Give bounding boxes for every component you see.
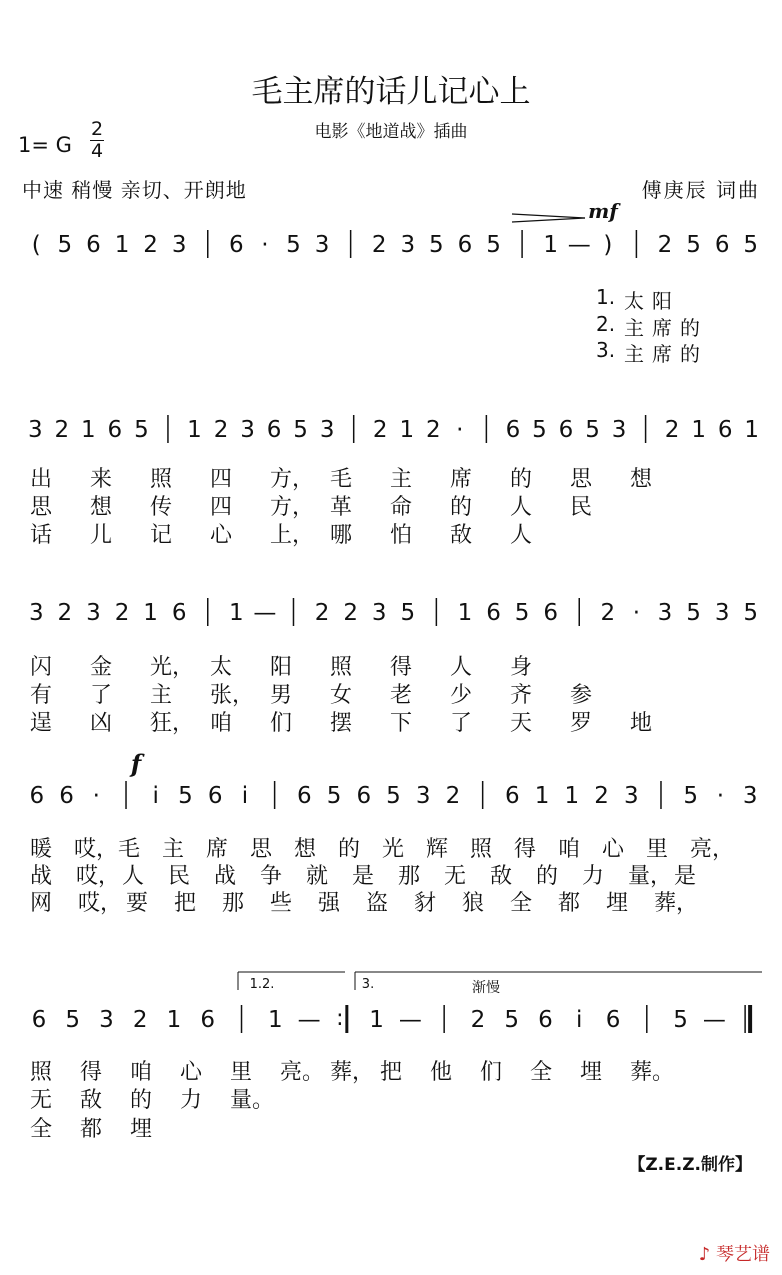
note: 1 <box>166 1007 182 1033</box>
note: 2 <box>213 417 229 443</box>
lyric-word: 狂， <box>150 711 195 736</box>
lyric-word: 思 <box>570 467 593 492</box>
lyric-word: 3. <box>596 338 616 362</box>
note: · <box>261 232 269 258</box>
lyric-word: 量。 <box>230 1088 275 1113</box>
note: — <box>398 1007 422 1033</box>
note: 3 <box>371 600 387 626</box>
lyric-word: 们 <box>270 711 293 736</box>
lyric-word: 主 <box>624 316 644 340</box>
note: · <box>92 783 100 809</box>
note: — <box>253 600 277 626</box>
lyric-word: 哎， <box>78 891 123 916</box>
lyric-word: 些 <box>270 891 293 916</box>
lyric-word: 席 <box>206 837 229 862</box>
lyric-word: 葬， <box>654 891 699 916</box>
lyric-word: 的 <box>510 467 533 492</box>
lyric-word: 光 <box>382 837 405 862</box>
note: 5 <box>386 783 401 809</box>
note: 1 <box>534 783 550 809</box>
lyric-word: 了 <box>450 711 473 736</box>
note: 2 <box>114 600 130 626</box>
note: 6 <box>31 1007 47 1033</box>
note: 3 <box>714 600 730 626</box>
lyric-word: 是 <box>352 864 375 889</box>
lyric-word: 怕 <box>390 523 413 548</box>
lyric-word: 照 <box>30 1060 53 1085</box>
lyric-word: 战 <box>30 864 53 889</box>
lyric-word: 下 <box>390 711 413 736</box>
note: i <box>152 783 159 809</box>
note: 2 <box>143 232 158 258</box>
note: 1 <box>564 783 580 809</box>
note: 2 <box>343 600 358 626</box>
note: 6 <box>266 417 282 443</box>
dynamic-mf: mf <box>588 199 618 223</box>
lyric-word: 他 <box>430 1060 453 1085</box>
note: 3 <box>240 417 255 443</box>
lyric-word: 记 <box>150 523 173 548</box>
lyric-word: 埋 <box>130 1117 153 1142</box>
note: ) <box>603 232 613 258</box>
lyric-word: 席 <box>652 342 672 366</box>
lyric-word: 埋 <box>580 1060 603 1085</box>
note: 5 <box>400 600 416 626</box>
lyric-word: 张， <box>210 683 255 708</box>
note: · <box>456 417 464 443</box>
note: 6 <box>505 783 520 809</box>
note: 1 <box>187 417 202 443</box>
lyric-word: 里 <box>646 837 669 862</box>
lyric-word: 罗 <box>570 711 593 736</box>
note: 2 <box>371 232 387 258</box>
lyric-word: 敌 <box>450 523 473 548</box>
lyric-word: 的 <box>130 1088 153 1113</box>
lyric-word: 的 <box>680 316 700 340</box>
lyric-word: 都 <box>80 1117 103 1142</box>
note: 6 <box>297 783 312 809</box>
lyric-word: 地 <box>630 711 653 736</box>
time-signature-top: 2 <box>90 118 104 140</box>
note: 5 <box>504 1007 520 1033</box>
note: 1 <box>143 600 158 626</box>
note: 1 <box>543 232 558 258</box>
lyric-word: 主 <box>624 342 644 366</box>
note: 5 <box>57 232 73 258</box>
note: 3 <box>171 232 187 258</box>
lyric-word: 是 <box>674 864 697 889</box>
note: 6 <box>29 783 45 809</box>
note: 5 <box>686 600 701 626</box>
note: 5 <box>326 783 342 809</box>
lyric-word: 方， <box>270 495 315 520</box>
lyric-word: 四 <box>210 495 233 520</box>
page-title: 毛主席的话儿记心上 <box>251 74 531 110</box>
note: 5 <box>134 417 149 443</box>
lyric-word: 想 <box>90 495 113 520</box>
note: 3 <box>400 232 416 258</box>
lyric-word: 把 <box>174 891 197 916</box>
note: 3 <box>314 232 330 258</box>
lyric-word: 埋 <box>606 891 629 916</box>
lyric-word: 逞 <box>30 711 53 736</box>
lyric-word: 得 <box>514 837 537 862</box>
lyric-word: 亮， <box>690 837 735 862</box>
author-credit: 傅庚辰 词曲 <box>641 178 760 202</box>
lyric-word: 的 <box>450 495 473 520</box>
lyric-word: 心 <box>210 523 233 548</box>
note: 5 <box>514 600 530 626</box>
ending-label-2: 3. <box>361 977 375 992</box>
note: 6 <box>714 232 730 258</box>
lyric-word: 想 <box>630 467 653 492</box>
lyric-word: 敌 <box>80 1088 103 1113</box>
note: i <box>241 783 249 809</box>
lyric-word: 量， <box>628 864 673 889</box>
lyric-word: 葬。 <box>630 1060 675 1085</box>
lyric-word: 方， <box>270 467 315 492</box>
note: 3 <box>657 600 673 626</box>
note: 6 <box>356 783 372 809</box>
tempo-change: 渐慢 <box>472 980 500 996</box>
lyric-word: 照 <box>470 837 493 862</box>
lyric-word: 席 <box>450 467 473 492</box>
logo-text: 琴艺谱 <box>716 1244 770 1265</box>
lyric-word: 全 <box>530 1060 553 1085</box>
lyric-word: 哎， <box>74 837 119 862</box>
site-logo <box>699 1240 770 1266</box>
lyric-word: 网 <box>30 891 53 916</box>
lyric-word: 想 <box>294 837 317 862</box>
note: 5 <box>686 232 701 258</box>
note: 2 <box>470 1007 486 1033</box>
note: — <box>567 232 591 258</box>
lyric-word: 无 <box>444 864 467 889</box>
lyric-word: 光， <box>150 655 195 680</box>
note: 2 <box>314 600 330 626</box>
lyric-word: 参 <box>570 683 593 708</box>
lyric-word: 全 <box>30 1117 53 1142</box>
lyric-word: 2. <box>596 312 616 336</box>
lyric-word: 儿 <box>90 523 113 548</box>
note: 3 <box>27 417 43 443</box>
lyric-word: 少 <box>450 683 473 708</box>
lyric-word: 思 <box>250 837 273 862</box>
note: 5 <box>429 232 444 258</box>
lyric-word: 得 <box>390 655 413 680</box>
lyric-word: 争 <box>260 864 283 889</box>
lyric-word: 太 <box>210 655 233 680</box>
note: 2 <box>664 417 680 443</box>
note: 3 <box>99 1007 114 1033</box>
note: 3 <box>415 783 431 809</box>
lyric-word: 男 <box>270 683 293 708</box>
lyric-word: 那 <box>398 864 421 889</box>
note: — <box>702 1007 726 1033</box>
note: 1 <box>114 232 130 258</box>
note: 2 <box>594 783 609 809</box>
lyric-word: 闪 <box>30 655 53 680</box>
note: 6 <box>59 783 74 809</box>
lyric-word: 咱 <box>130 1060 153 1085</box>
note: 6 <box>86 232 101 258</box>
lyric-word: 民 <box>570 495 593 520</box>
lyric-word: 民 <box>168 864 191 889</box>
lyric-word: 命 <box>390 495 413 520</box>
note: 3 <box>742 783 758 809</box>
lyric-word: 的 <box>680 342 700 366</box>
note: 6 <box>717 417 733 443</box>
ending-label-1: 1.2. <box>249 977 275 992</box>
lyric-word: 葬， <box>330 1060 375 1085</box>
watermark: 【Z.E.Z.制作】 <box>628 1155 752 1175</box>
lyric-word: 思 <box>30 495 53 520</box>
lyric-word: 心 <box>602 837 625 862</box>
lyric-word: 就 <box>306 864 329 889</box>
lyric-word: 战 <box>214 864 237 889</box>
note: 5 <box>65 1007 80 1033</box>
lyric-word: 主 <box>390 467 413 492</box>
note: 1 <box>267 1007 283 1033</box>
lyric-word: 摆 <box>330 711 353 736</box>
lyric-word: 主 <box>150 683 173 708</box>
note: 6 <box>107 417 123 443</box>
lyric-word: 把 <box>380 1060 403 1085</box>
lyric-word: 有 <box>30 683 53 708</box>
lyric-word: 1. <box>596 285 616 309</box>
note: 2 <box>132 1007 148 1033</box>
lyric-word: 咱 <box>210 711 233 736</box>
note: 5 <box>532 417 547 443</box>
note: 6 <box>200 1007 216 1033</box>
note: 5 <box>743 600 759 626</box>
note: 5 <box>673 1007 688 1033</box>
note: 6 <box>558 417 574 443</box>
lyric-word: 人 <box>122 864 145 889</box>
key-signature: 1= G <box>18 133 72 157</box>
note: 1 <box>457 600 473 626</box>
lyric-word: 毛 <box>118 837 141 862</box>
note: 6 <box>457 232 473 258</box>
lyric-word: 狼 <box>462 891 485 916</box>
lyric-word: 的 <box>338 837 361 862</box>
lyric-word: 照 <box>150 467 173 492</box>
note: 2 <box>600 600 616 626</box>
note: 2 <box>57 600 73 626</box>
lyric-word: 强 <box>318 891 341 916</box>
lyric-word: 来 <box>90 467 113 492</box>
lyric-word: 心 <box>180 1060 203 1085</box>
note: 1 <box>229 600 244 626</box>
lyric-word: 豺 <box>414 891 437 916</box>
lyric-word: 照 <box>330 655 353 680</box>
lyric-word: 那 <box>222 891 245 916</box>
lyric-word: 力 <box>180 1088 203 1113</box>
lyric-word: 里 <box>230 1060 253 1085</box>
lyric-word: 亮。 <box>280 1060 325 1085</box>
note: · <box>716 783 725 809</box>
lyric-word: 们 <box>480 1060 503 1085</box>
note: 5 <box>585 417 600 443</box>
note: 5 <box>683 783 699 809</box>
lyric-word: 人 <box>510 523 533 548</box>
note: 6 <box>171 600 187 626</box>
lyric-word: 哪 <box>330 523 353 548</box>
note: 2 <box>657 232 673 258</box>
lyric-word: 革 <box>330 495 353 520</box>
lyric-word: 席 <box>652 316 672 340</box>
note: 2 <box>54 417 70 443</box>
note: 1 <box>744 417 760 443</box>
lyric-word: 齐 <box>510 683 533 708</box>
note: 3 <box>623 783 639 809</box>
page-subtitle: 电影《地道战》插曲 <box>314 122 468 142</box>
note: 1 <box>369 1007 384 1033</box>
lyric-word: 暖 <box>30 837 53 862</box>
note: — <box>297 1007 321 1033</box>
logo-icon: ♪ <box>698 1244 711 1265</box>
note: 6 <box>207 783 223 809</box>
note: 3 <box>28 600 44 626</box>
note: 6 <box>538 1007 553 1033</box>
note: 6 <box>486 600 501 626</box>
crescendo-hairpin-top <box>512 214 585 218</box>
dynamic-f: f <box>130 749 142 778</box>
note: 1 <box>399 417 415 443</box>
lyric-word: 阳 <box>270 655 293 680</box>
note: 5 <box>178 783 193 809</box>
note: ( <box>31 232 41 258</box>
lyric-word: 身 <box>510 655 533 680</box>
note: 6 <box>543 600 558 626</box>
lyric-word: 力 <box>582 864 605 889</box>
lyric-word: 天 <box>510 711 533 736</box>
tempo-marking: 中速 稍慢 亲切、开朗地 <box>22 178 247 202</box>
lyric-word: 辉 <box>426 837 449 862</box>
lyric-word: 都 <box>558 891 581 916</box>
lyric-word: 话 <box>30 523 53 548</box>
time-signature-bottom: 4 <box>90 140 104 162</box>
note: 6 <box>505 417 521 443</box>
lyric-word: 上， <box>270 523 315 548</box>
note: 5 <box>293 417 308 443</box>
lyric-word: 咱 <box>558 837 581 862</box>
note: 5 <box>286 232 301 258</box>
note: 2 <box>425 417 441 443</box>
note: i <box>576 1007 583 1033</box>
lyric-word: 得 <box>80 1060 103 1085</box>
lyric-word: 的 <box>536 864 559 889</box>
lyric-word: 女 <box>330 683 353 708</box>
note: 3 <box>319 417 335 443</box>
lyric-word: 人 <box>450 655 473 680</box>
lyric-word: 金 <box>90 655 113 680</box>
lyric-word: 传 <box>150 495 173 520</box>
note: 6 <box>605 1007 621 1033</box>
lyric-word: 老 <box>390 683 413 708</box>
note: 3 <box>611 417 627 443</box>
lyric-word: 要 <box>126 891 149 916</box>
lyric-word: 四 <box>210 467 233 492</box>
note: 1 <box>691 417 706 443</box>
note: · <box>632 600 641 626</box>
crescendo-hairpin-bottom <box>512 218 585 222</box>
lyric-word: 盗 <box>366 891 389 916</box>
lyric-word: 了 <box>90 683 113 708</box>
lyric-word: 哎， <box>76 864 121 889</box>
lyric-word: 主 <box>162 837 185 862</box>
lyric-word: 无 <box>30 1088 53 1113</box>
note: 1 <box>81 417 96 443</box>
lyric-word: 太 <box>624 289 644 313</box>
note: 5 <box>486 232 501 258</box>
note: 5 <box>743 232 759 258</box>
note: 6 <box>229 232 244 258</box>
lyric-word: 全 <box>510 891 533 916</box>
note: 2 <box>445 783 461 809</box>
lyric-word: 阳 <box>652 289 672 313</box>
lyric-word: 敌 <box>490 864 513 889</box>
note: 2 <box>372 417 388 443</box>
lyric-word: 凶 <box>90 711 113 736</box>
lyric-word: 人 <box>510 495 533 520</box>
lyric-word: 毛 <box>330 467 353 492</box>
lyric-word: 出 <box>30 467 53 492</box>
note: 3 <box>86 600 101 626</box>
repeat-sign: : <box>336 1006 344 1031</box>
